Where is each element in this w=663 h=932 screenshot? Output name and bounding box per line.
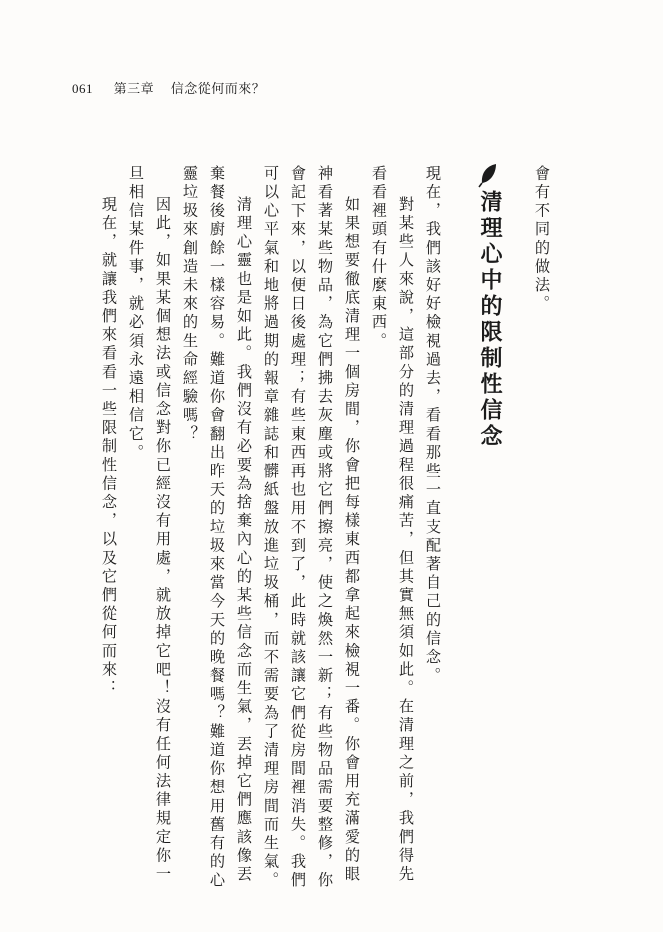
chapter-label: 第三章: [113, 82, 155, 97]
page-number: 061: [72, 81, 93, 96]
text-line-3: 對某些人來說，這部分的清理過程很痛苦，但其實無須如此。在清理之前，我們得先: [397, 196, 415, 885]
text-line-14: 現在，就讓我們來看看一些限制性信念，以及它們從何而來：: [100, 196, 118, 699]
running-header: [72, 78, 265, 97]
text-line-2: 現在，我們該好好檢視過去，看看那些一直支配著自己的信念。: [424, 165, 442, 686]
text-line-10: 棄餐後廚餘一樣容易。難道你會翻出昨天的垃圾來當今天的晚餐嗎？難道你想用舊有的心: [208, 165, 226, 891]
text-line-7: 會記下來，以便日後處理；有些東西再也用不到了，此時就該讓它們從房間裡消失。我們: [289, 165, 307, 891]
text-line-11: 靈垃圾來創造未來的生命經驗嗎？: [181, 165, 199, 444]
text-line-12: 因此，如果某個想法或信念對你已經沒有用處，就放掉它吧！沒有任何法律規定你一: [154, 196, 172, 885]
text-line-4: 看看裡頭有什麼東西。: [370, 165, 388, 351]
text-line-6: 神看著某些物品，為它們拂去灰塵或將它們擦亮，使之煥然一新；有些物品需要整修，你: [316, 165, 334, 891]
section-heading: 清理心中的限制性信念: [477, 190, 502, 450]
text-line-1: 會有不同的做法。: [533, 165, 551, 314]
chapter-title: 信念從何而來？: [170, 82, 266, 97]
text-line-5: 如果想要徹底清理一個房間，你會把每樣東西都拿起來檢視一番。你會用充滿愛的眼: [343, 196, 361, 885]
leaf-icon: [478, 162, 500, 188]
text-line-9: 清理心靈也是如此。我們沒有必要為捨棄內心的某些信念而生氣，丟掉它們應該像丟: [235, 196, 253, 885]
text-line-8: 可以心平氣和地將過期的報章雜誌和髒紙盤放進垃圾桶，而不需要為了清理房間而生氣。: [262, 165, 280, 891]
text-line-13: 旦相信某件事，就必須永遠相信它。: [127, 165, 145, 463]
